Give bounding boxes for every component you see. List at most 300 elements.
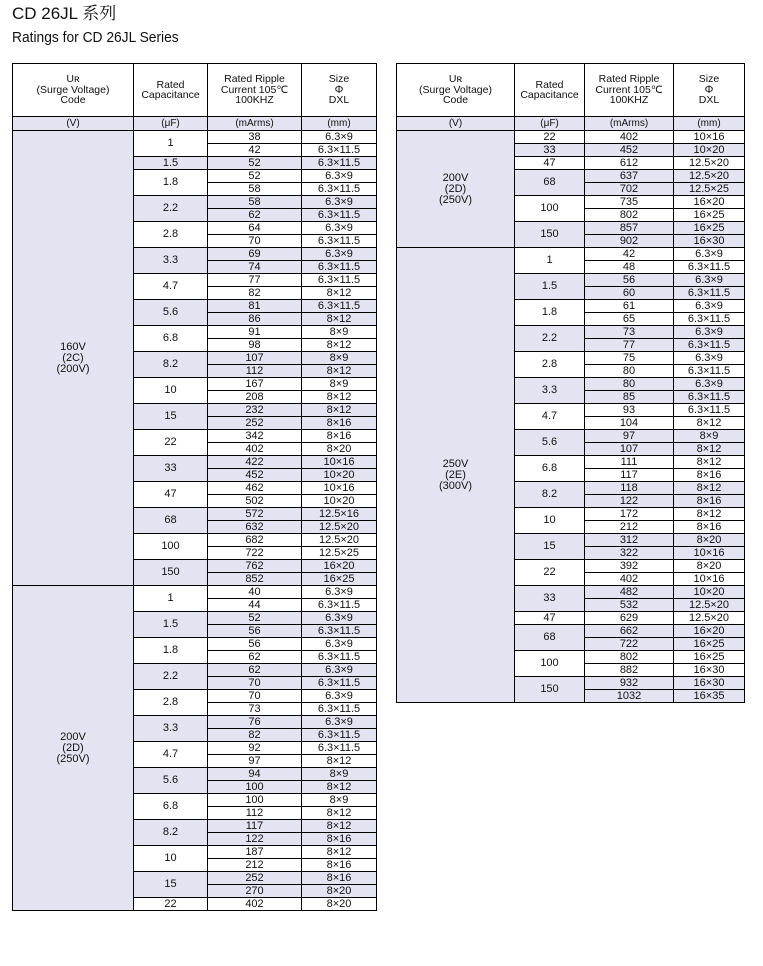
- ripple-current-cell: 882: [585, 664, 674, 677]
- ripple-current-cell: 342: [208, 430, 302, 443]
- size-cell: 8×16: [674, 521, 745, 534]
- unit-milliamps: (mArms): [208, 117, 302, 131]
- voltage-code-line: (250V): [438, 193, 473, 206]
- ripple-current-cell: 73: [585, 326, 674, 339]
- ripple-current-cell: 60: [585, 287, 674, 300]
- ripple-current-cell: 73: [208, 703, 302, 716]
- header-size-line: DXL: [328, 94, 350, 107]
- size-cell: 8×20: [674, 560, 745, 573]
- ripple-current-cell: 232: [208, 404, 302, 417]
- ripple-current-cell: 857: [585, 222, 674, 235]
- size-cell: 8×16: [674, 495, 745, 508]
- size-cell: 16×30: [674, 664, 745, 677]
- ripple-current-cell: 112: [208, 365, 302, 378]
- size-cell: 6.3×11.5: [302, 235, 377, 248]
- ripple-current-cell: 86: [208, 313, 302, 326]
- header-ripple-line: Current 105℃: [220, 83, 289, 96]
- ripple-current-cell: 212: [208, 859, 302, 872]
- voltage-code-line: (2E): [445, 468, 466, 481]
- size-cell: 8×12: [674, 482, 745, 495]
- capacitance-cell: 10: [515, 508, 585, 534]
- capacitance-cell: 47: [515, 612, 585, 625]
- ripple-current-cell: 208: [208, 391, 302, 404]
- capacitance-cell: 1.8: [134, 638, 208, 664]
- size-cell: 6.3×9: [302, 638, 377, 651]
- voltage-code-line: (2C): [62, 351, 84, 364]
- ripple-current-cell: 70: [208, 690, 302, 703]
- size-cell: 8×12: [674, 443, 745, 456]
- ripple-current-cell: 80: [585, 378, 674, 391]
- capacitance-cell: 22: [134, 898, 208, 911]
- ripple-current-cell: 117: [208, 820, 302, 833]
- capacitance-cell: 5.6: [515, 430, 585, 456]
- ripple-current-cell: 44: [208, 599, 302, 612]
- ripple-current-cell: 92: [208, 742, 302, 755]
- capacitance-cell: 100: [134, 534, 208, 560]
- size-cell: 16×20: [674, 625, 745, 638]
- capacitance-cell: 150: [134, 560, 208, 586]
- size-cell: 8×9: [674, 430, 745, 443]
- capacitance-cell: 150: [515, 677, 585, 703]
- ripple-current-cell: 40: [208, 586, 302, 599]
- size-cell: 6.3×11.5: [302, 651, 377, 664]
- ripple-current-cell: 48: [585, 261, 674, 274]
- ripple-current-cell: 56: [585, 274, 674, 287]
- voltage-code-line: 160V: [60, 340, 86, 353]
- ripple-current-cell: 104: [585, 417, 674, 430]
- size-cell: 8×12: [302, 807, 377, 820]
- ripple-current-cell: 117: [585, 469, 674, 482]
- size-cell: 6.3×11.5: [302, 729, 377, 742]
- capacitance-cell: 150: [515, 222, 585, 248]
- size-cell: 6.3×11.5: [302, 703, 377, 716]
- ripple-current-cell: 270: [208, 885, 302, 898]
- size-cell: 10×16: [674, 131, 745, 144]
- size-cell: 16×25: [674, 222, 745, 235]
- size-cell: 10×16: [302, 482, 377, 495]
- size-cell: 6.3×11.5: [674, 287, 745, 300]
- voltage-code-cell: [13, 586, 134, 911]
- capacitance-cell: 8.2: [515, 482, 585, 508]
- ripple-current-cell: 52: [208, 612, 302, 625]
- ripple-current-cell: 74: [208, 261, 302, 274]
- size-cell: 8×12: [302, 287, 377, 300]
- size-cell: 8×20: [302, 898, 377, 911]
- ripple-current-cell: 93: [585, 404, 674, 417]
- ripple-current-cell: 42: [208, 144, 302, 157]
- voltage-code-line: (250V): [56, 752, 90, 765]
- ripple-current-cell: 632: [208, 521, 302, 534]
- size-cell: 10×20: [674, 586, 745, 599]
- ripple-current-cell: 107: [585, 443, 674, 456]
- size-cell: 6.3×9: [302, 196, 377, 209]
- ripple-current-cell: 802: [585, 651, 674, 664]
- size-cell: 8×16: [302, 859, 377, 872]
- size-cell: 10×20: [302, 495, 377, 508]
- page-title: CD 26JL 系列: [12, 4, 117, 23]
- size-cell: 6.3×11.5: [674, 365, 745, 378]
- size-cell: 16×25: [302, 573, 377, 586]
- size-cell: 6.3×9: [674, 352, 745, 365]
- header-code-line: (Surge Voltage): [36, 83, 110, 96]
- ripple-current-cell: 111: [585, 456, 674, 469]
- size-cell: 8×16: [302, 430, 377, 443]
- header-cap-line: Rated: [535, 78, 564, 91]
- size-cell: 12.5×25: [302, 547, 377, 560]
- header-ripple-line: Rated Ripple: [598, 73, 660, 86]
- ripple-current-cell: 482: [585, 586, 674, 599]
- size-cell: 6.3×11.5: [302, 183, 377, 196]
- size-cell: 8×12: [674, 508, 745, 521]
- voltage-code-cell: [397, 131, 515, 248]
- capacitance-cell: 3.3: [515, 378, 585, 404]
- capacitance-cell: 1.5: [134, 612, 208, 638]
- ripple-current-cell: 392: [585, 560, 674, 573]
- size-cell: 8×9: [302, 326, 377, 339]
- header-size: [302, 64, 377, 117]
- phi-symbol: Φ: [334, 83, 344, 96]
- table-row: [397, 131, 745, 144]
- voltage-code-line: (200V): [56, 362, 90, 375]
- capacitance-cell: 100: [515, 196, 585, 222]
- size-cell: 8×16: [302, 833, 377, 846]
- size-cell: 6.3×11.5: [302, 274, 377, 287]
- header-ripple-line: 100KHZ: [609, 94, 649, 107]
- header-code-line: Code: [442, 94, 469, 107]
- unit-millimeters: (mm): [674, 117, 745, 131]
- size-cell: 16×20: [674, 196, 745, 209]
- ripple-current-cell: 172: [585, 508, 674, 521]
- size-cell: 12.5×20: [674, 157, 745, 170]
- size-cell: 8×12: [302, 339, 377, 352]
- ripple-current-cell: 85: [585, 391, 674, 404]
- capacitance-cell: 3.3: [134, 716, 208, 742]
- size-cell: 8×12: [302, 820, 377, 833]
- size-cell: 8×12: [302, 404, 377, 417]
- ripple-current-cell: 75: [585, 352, 674, 365]
- size-cell: 8×20: [302, 885, 377, 898]
- size-cell: 8×12: [302, 755, 377, 768]
- header-ripple-line: Rated Ripple: [224, 73, 285, 86]
- ripple-current-cell: 118: [585, 482, 674, 495]
- ripple-current-cell: 38: [208, 131, 302, 144]
- capacitance-cell: 68: [515, 170, 585, 196]
- ripple-current-cell: 64: [208, 222, 302, 235]
- capacitance-cell: 1: [515, 248, 585, 274]
- header-size: [674, 64, 745, 117]
- size-cell: 6.3×11.5: [302, 261, 377, 274]
- size-cell: 16×20: [302, 560, 377, 573]
- size-cell: 8×12: [302, 781, 377, 794]
- ripple-current-cell: 637: [585, 170, 674, 183]
- ripple-current-cell: 252: [208, 417, 302, 430]
- ripple-current-cell: 1032: [585, 690, 674, 703]
- page-subtitle: Ratings for CD 26JL Series: [12, 29, 179, 46]
- size-cell: 6.3×9: [302, 612, 377, 625]
- size-cell: 8×12: [302, 313, 377, 326]
- ripple-current-cell: 69: [208, 248, 302, 261]
- header-code-line: Code: [60, 94, 86, 107]
- ripple-current-cell: 77: [208, 274, 302, 287]
- ripple-current-cell: 122: [208, 833, 302, 846]
- size-cell: 6.3×11.5: [302, 300, 377, 313]
- capacitance-cell: 47: [134, 482, 208, 508]
- unit-microfarad: (μF): [515, 117, 585, 131]
- size-cell: 6.3×11.5: [302, 599, 377, 612]
- capacitance-cell: 15: [134, 404, 208, 430]
- ripple-current-cell: 76: [208, 716, 302, 729]
- size-cell: 12.5×20: [674, 170, 745, 183]
- ripple-current-cell: 682: [208, 534, 302, 547]
- capacitance-cell: 6.8: [515, 456, 585, 482]
- ripple-current-cell: 167: [208, 378, 302, 391]
- capacitance-cell: 33: [515, 586, 585, 612]
- ripple-current-cell: 81: [208, 300, 302, 313]
- capacitance-cell: 2.8: [134, 690, 208, 716]
- voltage-code-line: 200V: [60, 730, 86, 743]
- ripple-current-cell: 91: [208, 326, 302, 339]
- size-cell: 8×16: [302, 872, 377, 885]
- header-code: [13, 64, 134, 117]
- capacitance-cell: 6.8: [134, 794, 208, 820]
- capacitance-cell: 1.5: [515, 274, 585, 300]
- size-cell: 6.3×11.5: [674, 404, 745, 417]
- capacitance-cell: 1: [134, 131, 208, 157]
- size-cell: 8×12: [674, 417, 745, 430]
- ripple-current-cell: 58: [208, 183, 302, 196]
- unit-microfarad: (μF): [134, 117, 208, 131]
- voltage-code-line: (300V): [438, 479, 473, 492]
- ripple-current-cell: 422: [208, 456, 302, 469]
- ripple-current-cell: 100: [208, 781, 302, 794]
- ripple-current-cell: 762: [208, 560, 302, 573]
- ripple-current-cell: 402: [208, 443, 302, 456]
- ripple-current-cell: 65: [585, 313, 674, 326]
- size-cell: 6.3×11.5: [302, 157, 377, 170]
- ripple-current-cell: 42: [585, 248, 674, 261]
- capacitance-cell: 100: [515, 651, 585, 677]
- size-cell: 6.3×11.5: [674, 339, 745, 352]
- capacitance-cell: 1: [134, 586, 208, 612]
- capacitance-cell: 2.2: [134, 196, 208, 222]
- ripple-current-cell: 572: [208, 508, 302, 521]
- header-size-line: DXL: [698, 94, 720, 107]
- table-row: [13, 131, 377, 144]
- size-cell: 10×16: [302, 456, 377, 469]
- capacitance-cell: 8.2: [134, 352, 208, 378]
- voltage-code-line: (2D): [62, 741, 84, 754]
- size-cell: 6.3×9: [302, 664, 377, 677]
- ripple-current-cell: 52: [208, 157, 302, 170]
- header-capacitance: [515, 64, 585, 117]
- capacitance-cell: 1.8: [134, 170, 208, 196]
- capacitance-cell: 15: [515, 534, 585, 560]
- capacitance-cell: 22: [515, 131, 585, 144]
- size-cell: 8×16: [302, 417, 377, 430]
- ripple-current-cell: 902: [585, 235, 674, 248]
- ripple-current-cell: 52: [208, 170, 302, 183]
- unit-volts: (V): [397, 117, 515, 131]
- ripple-current-cell: 802: [585, 209, 674, 222]
- capacitance-cell: 10: [134, 378, 208, 404]
- capacitance-cell: 3.3: [134, 248, 208, 274]
- size-cell: 8×16: [674, 469, 745, 482]
- capacitance-cell: 33: [515, 144, 585, 157]
- capacitance-cell: 2.8: [134, 222, 208, 248]
- size-cell: 6.3×9: [674, 326, 745, 339]
- ripple-current-cell: 312: [585, 534, 674, 547]
- ripple-current-cell: 56: [208, 638, 302, 651]
- ripple-current-cell: 402: [585, 573, 674, 586]
- size-cell: 12.5×20: [302, 521, 377, 534]
- voltage-code-cell: [397, 248, 515, 703]
- size-cell: 16×30: [674, 677, 745, 690]
- capacitance-cell: 4.7: [134, 742, 208, 768]
- size-cell: 8×9: [302, 794, 377, 807]
- size-cell: 6.3×9: [674, 248, 745, 261]
- ripple-current-cell: 70: [208, 235, 302, 248]
- capacitance-cell: 68: [515, 625, 585, 651]
- capacitance-cell: 22: [134, 430, 208, 456]
- ripple-current-cell: 70: [208, 677, 302, 690]
- size-cell: 6.3×11.5: [674, 313, 745, 326]
- capacitance-cell: 68: [134, 508, 208, 534]
- header-ripple-line: Current 105℃: [595, 83, 663, 96]
- capacitance-cell: 22: [515, 560, 585, 586]
- capacitance-cell: 4.7: [515, 404, 585, 430]
- ripple-current-cell: 212: [585, 521, 674, 534]
- size-cell: 16×25: [674, 209, 745, 222]
- size-cell: 12.5×16: [302, 508, 377, 521]
- header-code-line: (Surge Voltage): [419, 83, 492, 96]
- size-cell: 6.3×9: [302, 170, 377, 183]
- size-cell: 6.3×11.5: [302, 677, 377, 690]
- size-cell: 6.3×11.5: [302, 144, 377, 157]
- header-ripple-line: 100KHZ: [235, 94, 274, 107]
- size-cell: 8×12: [302, 846, 377, 859]
- size-cell: 8×12: [302, 365, 377, 378]
- capacitance-cell: 5.6: [134, 768, 208, 794]
- ripple-current-cell: 502: [208, 495, 302, 508]
- capacitance-cell: 15: [134, 872, 208, 898]
- ripple-current-cell: 98: [208, 339, 302, 352]
- ripple-current-cell: 662: [585, 625, 674, 638]
- capacitance-cell: 4.7: [134, 274, 208, 300]
- size-cell: 6.3×11.5: [302, 209, 377, 222]
- ripple-current-cell: 932: [585, 677, 674, 690]
- size-cell: 8×9: [302, 768, 377, 781]
- size-cell: 12.5×20: [674, 599, 745, 612]
- capacitance-cell: 47: [515, 157, 585, 170]
- header-ripple: [208, 64, 302, 117]
- ripple-current-cell: 62: [208, 651, 302, 664]
- voltage-code-line: 250V: [442, 457, 469, 470]
- voltage-code-line: (2D): [444, 182, 467, 195]
- size-cell: 8×9: [302, 378, 377, 391]
- ripple-current-cell: 82: [208, 287, 302, 300]
- size-cell: 10×20: [302, 469, 377, 482]
- ripple-current-cell: 462: [208, 482, 302, 495]
- header-code-line: Uʀ: [66, 73, 80, 86]
- size-cell: 10×16: [674, 547, 745, 560]
- capacitance-cell: 5.6: [134, 300, 208, 326]
- size-cell: 12.5×25: [674, 183, 745, 196]
- size-cell: 8×20: [302, 443, 377, 456]
- size-cell: 8×12: [674, 456, 745, 469]
- ripple-current-cell: 97: [208, 755, 302, 768]
- size-cell: 8×20: [674, 534, 745, 547]
- size-cell: 6.3×9: [302, 131, 377, 144]
- ripple-current-cell: 852: [208, 573, 302, 586]
- size-cell: 10×16: [674, 573, 745, 586]
- unit-milliamps: (mArms): [585, 117, 674, 131]
- ripple-current-cell: 629: [585, 612, 674, 625]
- size-cell: 6.3×9: [674, 378, 745, 391]
- ripple-current-cell: 62: [208, 664, 302, 677]
- ripple-current-cell: 702: [585, 183, 674, 196]
- size-cell: 6.3×9: [302, 248, 377, 261]
- capacitance-cell: 2.2: [515, 326, 585, 352]
- size-cell: 6.3×11.5: [302, 625, 377, 638]
- size-cell: 6.3×9: [302, 222, 377, 235]
- ripple-current-cell: 62: [208, 209, 302, 222]
- size-cell: 10×20: [674, 144, 745, 157]
- capacitance-cell: 1.5: [134, 157, 208, 170]
- header-cap-line: Capacitance: [520, 89, 579, 101]
- ripple-current-cell: 94: [208, 768, 302, 781]
- capacitance-cell: 2.8: [515, 352, 585, 378]
- ripple-current-cell: 107: [208, 352, 302, 365]
- size-cell: 6.3×11.5: [674, 261, 745, 274]
- ripple-current-cell: 735: [585, 196, 674, 209]
- voltage-code-line: 200V: [442, 171, 469, 184]
- ripple-current-cell: 452: [585, 144, 674, 157]
- table-row: [397, 248, 745, 261]
- voltage-code-cell: [13, 131, 134, 586]
- size-cell: 6.3×9: [302, 586, 377, 599]
- capacitance-cell: 2.2: [134, 664, 208, 690]
- ripple-current-cell: 252: [208, 872, 302, 885]
- table-row: [13, 586, 377, 599]
- ripple-current-cell: 82: [208, 729, 302, 742]
- size-cell: 6.3×9: [674, 274, 745, 287]
- ratings-table-left: [12, 63, 377, 911]
- ripple-current-cell: 100: [208, 794, 302, 807]
- header-capacitance: [134, 64, 208, 117]
- size-cell: 12.5×20: [674, 612, 745, 625]
- size-cell: 6.3×11.5: [302, 742, 377, 755]
- size-cell: 16×35: [674, 690, 745, 703]
- header-ripple: [585, 64, 674, 117]
- header-code: [397, 64, 515, 117]
- ripple-current-cell: 722: [585, 638, 674, 651]
- capacitance-cell: 33: [134, 456, 208, 482]
- size-cell: 8×9: [302, 352, 377, 365]
- ratings-table-right: [396, 63, 745, 703]
- ripple-current-cell: 56: [208, 625, 302, 638]
- ripple-current-cell: 97: [585, 430, 674, 443]
- size-cell: 6.3×11.5: [674, 391, 745, 404]
- ripple-current-cell: 122: [585, 495, 674, 508]
- ripple-current-cell: 532: [585, 599, 674, 612]
- capacitance-cell: 1.8: [515, 300, 585, 326]
- size-cell: 12.5×20: [302, 534, 377, 547]
- size-cell: 16×30: [674, 235, 745, 248]
- unit-volts: (V): [13, 117, 134, 131]
- ripple-current-cell: 58: [208, 196, 302, 209]
- size-cell: 16×25: [674, 651, 745, 664]
- ripple-current-cell: 452: [208, 469, 302, 482]
